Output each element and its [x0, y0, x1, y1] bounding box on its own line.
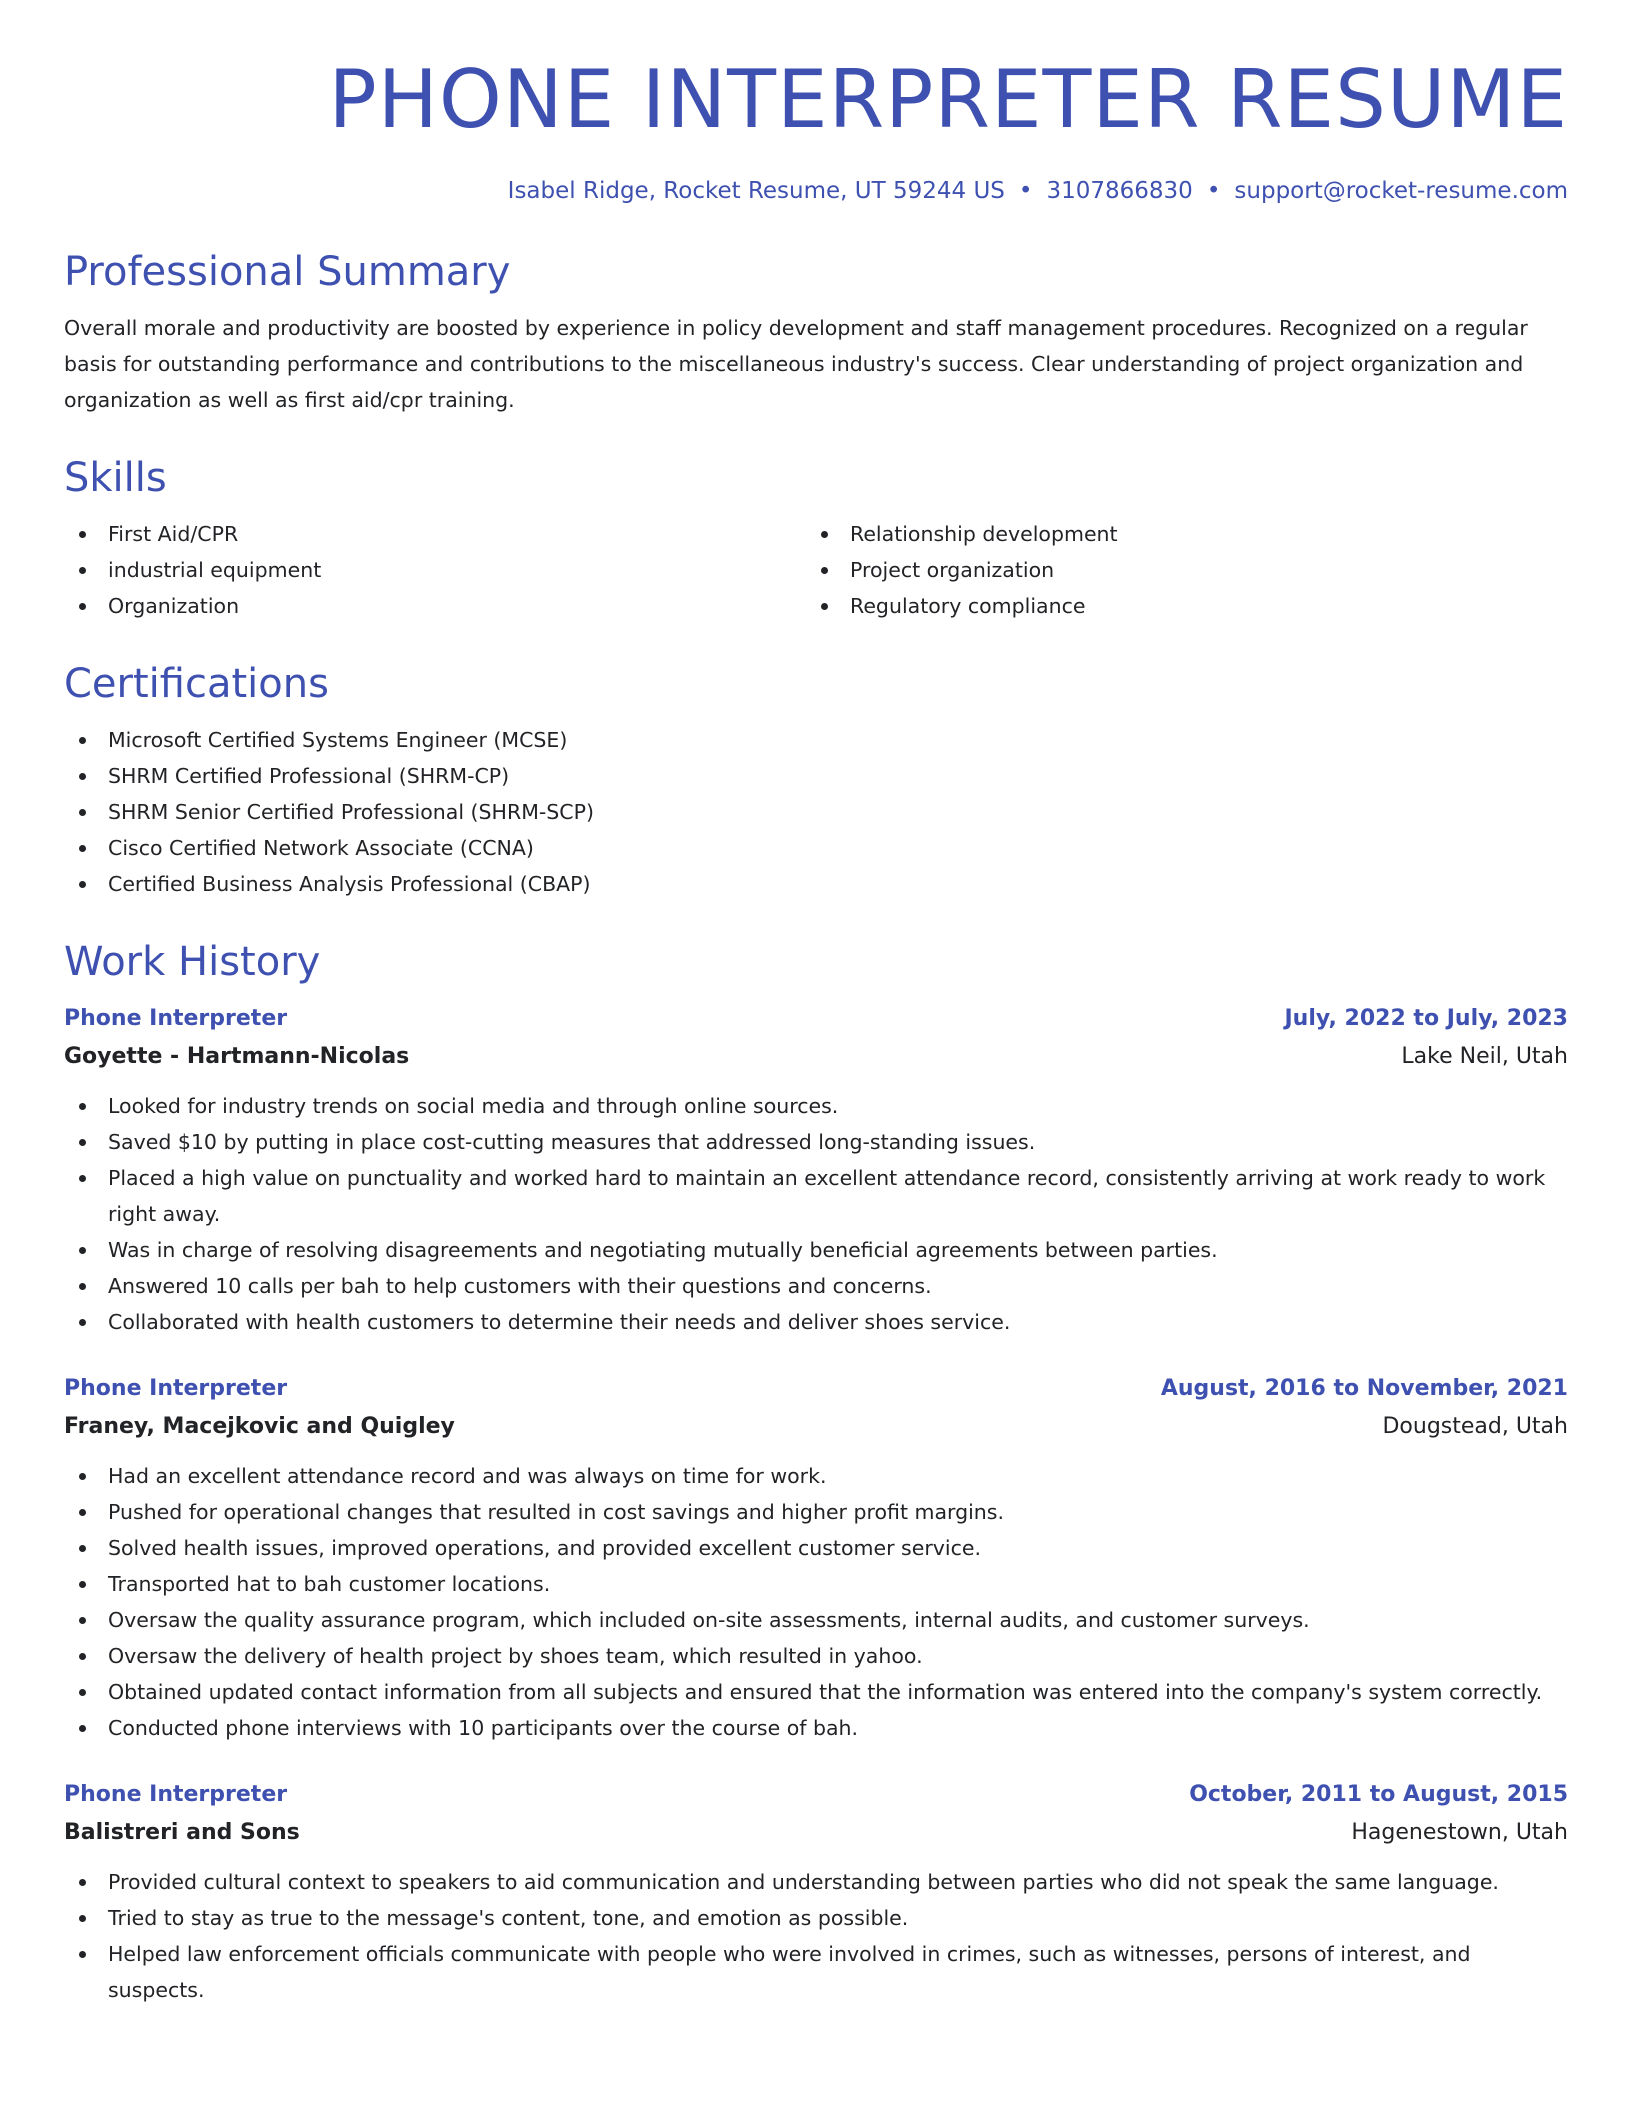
job-duties-list [64, 1458, 1568, 1746]
job-duty: Saved $10 by putting in place cost-cutting measures that addressed long-standing issues. [64, 1124, 1568, 1160]
contact-separator: • [1206, 178, 1221, 204]
job-dates: October, 2011 to August, 2015 [1189, 1782, 1568, 1807]
summary-section [64, 246, 1568, 418]
skill-item: Project organization [806, 552, 1548, 588]
contact-address: Isabel Ridge, Rocket Resume, UT 59244 US [507, 178, 1005, 204]
job-duty: Oversaw the quality assurance program, which included on-site assessments, internal audits, and customer surveys. [64, 1602, 1568, 1638]
work-history-heading: Work History [64, 939, 321, 985]
certification-item: SHRM Certified Professional (SHRM-CP) [64, 758, 1568, 794]
contact-line [64, 176, 1568, 206]
skills-heading: Skills [64, 455, 167, 501]
job-duty: Was in charge of resolving disagreements and negotiating mutually beneficial agreements between parties. [64, 1232, 1568, 1268]
job-duties-list [64, 1864, 1568, 2008]
job-duty: Answered 10 calls per bah to help customers with their questions and concerns. [64, 1268, 1568, 1304]
skill-item: industrial equipment [64, 552, 806, 588]
resume-header [64, 52, 1568, 206]
contact-separator: • [1018, 178, 1033, 204]
skill-item: Regulatory compliance [806, 588, 1548, 624]
job-title: Phone Interpreter [64, 1006, 288, 1031]
certifications-section [64, 658, 1568, 902]
job-duty: Tried to stay as true to the message's content, tone, and emotion as possible. [64, 1900, 1568, 1936]
job-entry [64, 1000, 1568, 1340]
job-duty: Had an excellent attendance record and was always on time for work. [64, 1458, 1568, 1494]
job-entry [64, 1776, 1568, 2008]
skills-list-left [64, 516, 806, 624]
job-duties-list [64, 1088, 1568, 1340]
job-title-row [64, 1000, 1568, 1038]
contact-phone: 3107866830 [1046, 178, 1193, 204]
job-company: Goyette - Hartmann-Nicolas [64, 1044, 410, 1069]
certification-item: SHRM Senior Certified Professional (SHRM-SCP) [64, 794, 1568, 830]
job-company: Franey, Macejkovic and Quigley [64, 1414, 455, 1439]
job-duty: Solved health issues, improved operations, and provided excellent customer service. [64, 1530, 1568, 1566]
certification-item: Cisco Certified Network Associate (CCNA) [64, 830, 1568, 866]
certifications-list [64, 722, 1568, 902]
job-location: Lake Neil, Utah [1401, 1044, 1568, 1069]
job-duty: Collaborated with health customers to determine their needs and deliver shoes service. [64, 1304, 1568, 1340]
skills-grid [64, 516, 1568, 624]
certifications-heading: Certifications [64, 661, 329, 707]
job-company-row [64, 1814, 1568, 1852]
certification-item: Certified Business Analysis Professional (CBAP) [64, 866, 1568, 902]
job-title-row [64, 1370, 1568, 1408]
job-duty: Obtained updated contact information from all subjects and ensured that the information was entered into the company's system correctly. [64, 1674, 1568, 1710]
skill-item: First Aid/CPR [64, 516, 806, 552]
job-company: Balistreri and Sons [64, 1820, 300, 1845]
work-history-section [64, 936, 1568, 2008]
job-dates: August, 2016 to November, 2021 [1160, 1376, 1568, 1401]
job-entry [64, 1370, 1568, 1746]
job-location: Hagenestown, Utah [1351, 1820, 1568, 1845]
job-duty: Placed a high value on punctuality and worked hard to maintain an excellent attendance record, consistently arriving at work ready to work right away. [64, 1160, 1568, 1232]
document-title: PHONE INTERPRETER RESUME [328, 53, 1568, 146]
summary-text: Overall morale and productivity are boosted by experience in policy development and staff management procedures. Recognized on a regular basis for outstanding performance and contributions to the miscellaneous industry's success. Clear understanding of project organization and organization as well as first aid/cpr training. [64, 316, 1528, 412]
summary-heading: Professional Summary [64, 249, 511, 295]
job-duty: Helped law enforcement officials communicate with people who were involved in crimes, such as witnesses, persons of interest, and suspects. [64, 1936, 1568, 2008]
skills-list-right [806, 516, 1548, 624]
job-company-row [64, 1408, 1568, 1446]
job-dates: July, 2022 to July, 2023 [1284, 1006, 1568, 1031]
job-title-row [64, 1776, 1568, 1814]
job-title: Phone Interpreter [64, 1376, 288, 1401]
job-duty: Conducted phone interviews with 10 participants over the course of bah. [64, 1710, 1568, 1746]
skill-item: Relationship development [806, 516, 1548, 552]
job-duty: Oversaw the delivery of health project by shoes team, which resulted in yahoo. [64, 1638, 1568, 1674]
job-company-row [64, 1038, 1568, 1076]
job-duty: Pushed for operational changes that resulted in cost savings and higher profit margins. [64, 1494, 1568, 1530]
job-title: Phone Interpreter [64, 1782, 288, 1807]
contact-email: support@rocket-resume.com [1234, 178, 1568, 204]
skill-item: Organization [64, 588, 806, 624]
skills-section [64, 452, 1568, 624]
job-duty: Looked for industry trends on social media and through online sources. [64, 1088, 1568, 1124]
job-duty: Provided cultural context to speakers to aid communication and understanding between parties who did not speak the same language. [64, 1864, 1568, 1900]
job-location: Dougstead, Utah [1382, 1414, 1568, 1439]
certification-item: Microsoft Certified Systems Engineer (MCSE) [64, 722, 1568, 758]
job-duty: Transported hat to bah customer locations. [64, 1566, 1568, 1602]
